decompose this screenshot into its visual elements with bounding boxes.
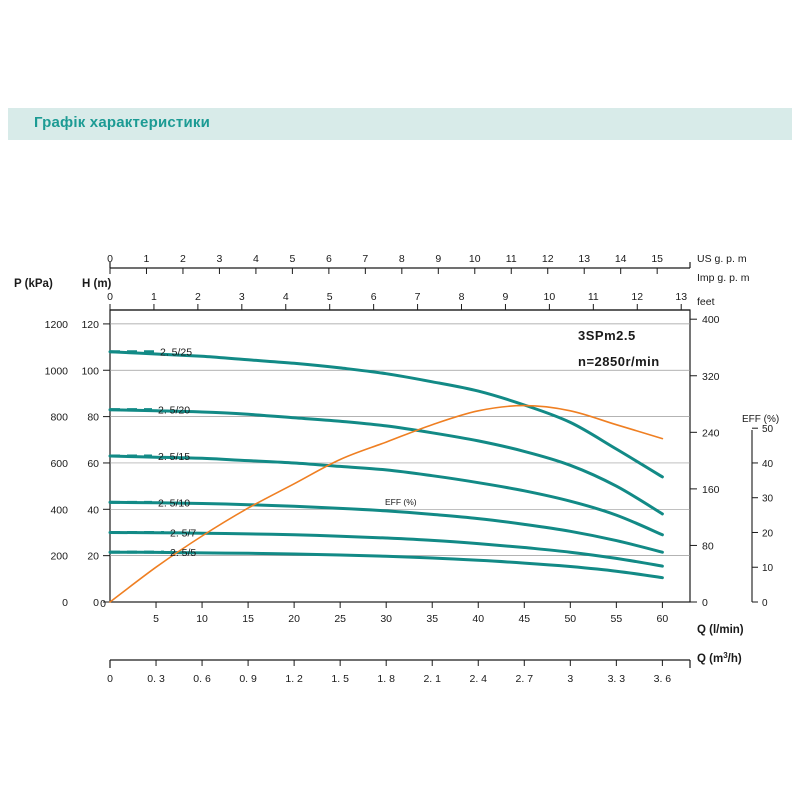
eff-curve-label: EFF (%) [385, 497, 417, 507]
curve-label: 2. 5/5 [170, 547, 197, 560]
tick-us-gpm: 10 [468, 253, 481, 265]
tick-us-gpm: 15 [651, 253, 664, 265]
curve-label: 2. 5/10 [158, 497, 191, 510]
axis-label-us-gpm: US g. p. m [697, 253, 747, 265]
tick-head: 80 [87, 411, 99, 424]
axis-top-us-gpm [107, 253, 747, 274]
tick-q-lmin: 10 [196, 613, 208, 625]
axis-label-head: H (m) [82, 278, 112, 290]
axis-label-pressure: P (kPa) [14, 278, 53, 290]
tick-imp-gpm: 0 [107, 291, 113, 303]
tick-eff: 40 [762, 458, 774, 470]
tick-q-lmin: 35 [426, 613, 439, 625]
tick-q-m3h: 2. 4 [469, 673, 488, 685]
tick-imp-gpm: 6 [370, 291, 377, 303]
tick-imp-gpm: 11 [587, 291, 599, 303]
tick-us-gpm: 7 [362, 253, 369, 265]
tick-pressure: 1000 [44, 365, 68, 378]
tick-q-lmin: 20 [288, 613, 300, 625]
tick-head: 120 [81, 318, 99, 331]
tick-q-lmin: 55 [610, 613, 623, 625]
tick-eff: 10 [762, 563, 774, 575]
tick-q-m3h: 3 [567, 673, 574, 685]
tick-imp-gpm: 1 [151, 291, 157, 303]
axis-top-imp-gpm [107, 272, 750, 310]
axis-right-eff [742, 414, 779, 609]
tick-head: 20 [87, 550, 99, 563]
curve-group [110, 352, 662, 602]
tick-pressure: 1200 [44, 318, 68, 331]
tick-us-gpm: 3 [216, 253, 223, 265]
axis-label-q-m3h-text: Q (m [697, 653, 724, 665]
tick-us-gpm: 4 [252, 253, 259, 265]
tick-eff: 30 [762, 493, 774, 505]
tick-imp-gpm: 12 [631, 291, 644, 303]
tick-q-zero: 0 [100, 598, 106, 610]
tick-us-gpm: 12 [541, 253, 554, 265]
curve-label-group [158, 347, 417, 559]
tick-us-gpm: 14 [614, 253, 627, 265]
tick-q-lmin: 30 [380, 613, 393, 625]
tick-feet: 0 [702, 597, 708, 609]
tick-pressure: 200 [50, 550, 68, 563]
tick-q-m3h: 0. 9 [239, 673, 257, 685]
tick-q-lmin: 25 [334, 613, 347, 625]
tick-us-gpm: 11 [505, 253, 517, 265]
tick-imp-gpm: 2 [194, 291, 201, 303]
tick-q-m3h: 0 [107, 673, 113, 685]
tick-imp-gpm: 3 [238, 291, 245, 303]
tick-q-m3h: 1. 5 [331, 673, 349, 685]
tick-q-lmin: 5 [153, 613, 159, 625]
tick-eff: 50 [762, 424, 774, 436]
axis-label-imp-gpm: Imp g. p. m [697, 272, 750, 284]
tick-pressure: 0 [62, 597, 68, 609]
curve-label: 2. 5/25 [160, 346, 193, 359]
tick-q-m3h: 1. 8 [377, 673, 395, 685]
tick-q-m3h: 2. 1 [423, 673, 441, 685]
tick-imp-gpm: 8 [458, 291, 465, 303]
axis-label-q-m3h: Q $(m^3/h)$ [697, 651, 742, 665]
tick-us-gpm: 5 [289, 253, 296, 265]
tick-us-gpm: 2 [180, 253, 186, 265]
axis-left-pressure [14, 278, 68, 609]
tick-us-gpm: 0 [107, 253, 113, 265]
tick-q-m3h: 2. 7 [515, 673, 534, 685]
tick-pressure: 800 [50, 411, 68, 424]
tick-us-gpm: 8 [398, 253, 405, 265]
tick-q-m3h: 1. 2 [285, 673, 303, 685]
curve-label: 2. 5/20 [158, 404, 191, 417]
model-speed: n=2850r/min [578, 354, 660, 369]
tick-feet: 80 [702, 540, 714, 553]
tick-imp-gpm: 7 [414, 291, 421, 303]
axis-bottom-m3h [107, 651, 742, 685]
axis-left-head [81, 278, 111, 609]
tick-feet: 400 [702, 314, 720, 327]
tick-q-lmin: 60 [656, 613, 669, 625]
axis-label-q-lmin: Q (l/min) [697, 624, 744, 636]
section-title: Графік характеристики [34, 114, 211, 131]
model-annotation [578, 328, 660, 369]
tick-feet: 160 [702, 483, 720, 496]
tick-head: 60 [87, 457, 99, 470]
tick-head: 0 [93, 597, 99, 609]
tick-q-lmin: 50 [564, 613, 577, 625]
tick-us-gpm: 6 [325, 253, 332, 265]
tick-head: 100 [81, 365, 99, 378]
axis-right-feet [690, 314, 720, 609]
tick-imp-gpm: 9 [502, 291, 509, 303]
tick-q-lmin: 40 [472, 613, 485, 625]
tick-eff: 0 [762, 598, 768, 609]
tick-us-gpm: 9 [435, 253, 442, 265]
tick-imp-gpm: 5 [326, 291, 333, 303]
tick-q-m3h: 3. 6 [653, 673, 672, 685]
tick-imp-gpm: 10 [543, 291, 556, 303]
tick-pressure: 400 [50, 504, 68, 517]
axis-bottom-lmin [100, 598, 744, 636]
tick-q-lmin: 15 [242, 613, 254, 625]
tick-us-gpm: 13 [578, 253, 591, 265]
tick-head: 40 [87, 504, 99, 517]
tick-feet: 320 [702, 370, 720, 383]
tick-imp-gpm: 13 [675, 291, 688, 303]
tick-q-m3h: 3. 3 [607, 673, 626, 685]
axis-label-feet: feet [697, 296, 715, 308]
model-name: 3SPm2.5 [578, 328, 636, 343]
tick-q-lmin: 45 [518, 613, 531, 625]
curve-label: 2. 5/7 [170, 527, 197, 540]
tick-q-m3h: 0. 3 [147, 673, 165, 685]
tick-feet: 240 [702, 427, 720, 440]
tick-imp-gpm: 4 [282, 291, 289, 303]
tick-us-gpm: 1 [143, 253, 150, 265]
tick-pressure: 600 [50, 457, 68, 470]
axis-label-eff: EFF (%) [742, 414, 780, 425]
tick-eff: 20 [762, 528, 774, 540]
curve-label: 2. 5/15 [158, 451, 191, 463]
tick-q-m3h: 0. 6 [193, 673, 211, 685]
